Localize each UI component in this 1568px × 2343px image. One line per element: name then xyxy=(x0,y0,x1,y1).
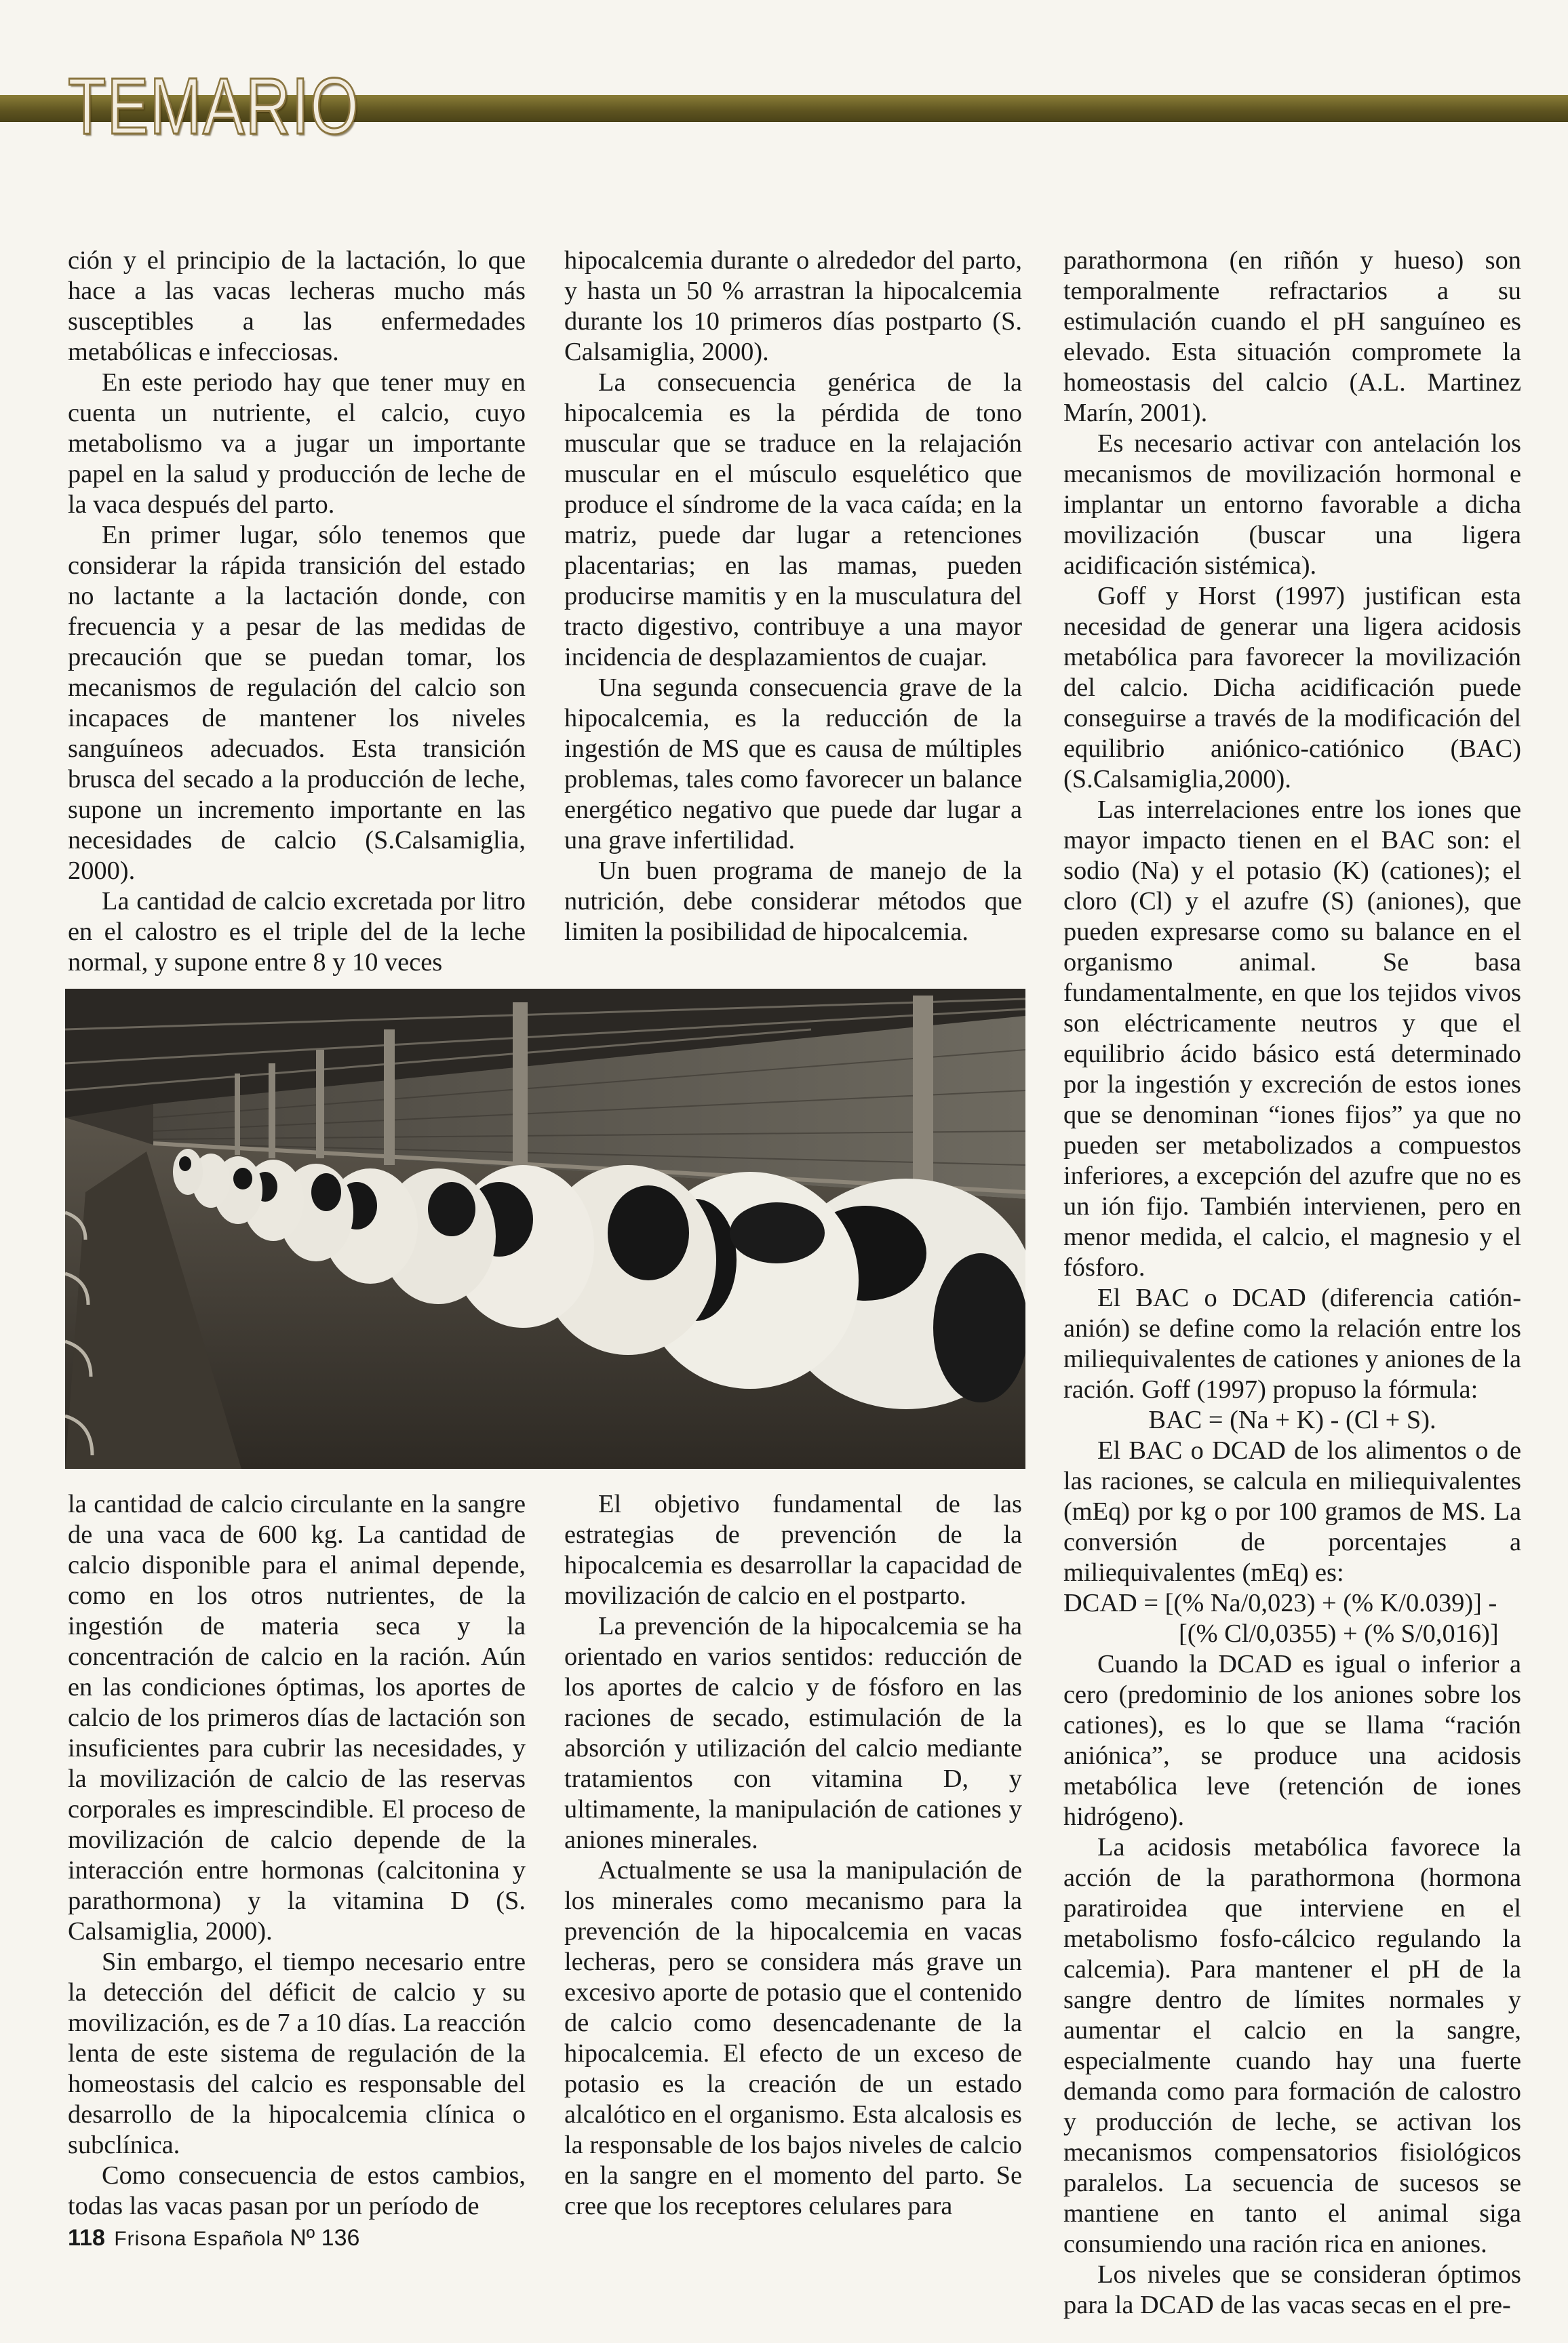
formula-dcad-line-2: [(% Cl/0,0355) + (% S/0,016)] xyxy=(1179,1619,1499,1648)
issue-prefix: Nº xyxy=(290,2225,315,2251)
paragraph: hipocalcemia durante o alrededor del parto, y hasta un 50 % arrastran la hipocalcemia durante los 10 primeros días postparto (S. Calsamiglia, 2000). xyxy=(564,246,1022,366)
paragraph: El objetivo fundamental de las estrategias de prevención de la hipocalcemia es desarrollar la capacidad de movilización de calcio en el postparto. xyxy=(564,1490,1022,1610)
magazine-name: Frisona Española xyxy=(114,2228,283,2250)
paragraph: Los niveles que se consideran óptimos para la DCAD de las vacas secas en el pre- xyxy=(1063,2260,1521,2319)
paragraph: Las interrelaciones entre los iones que mayor impacto tienen en el BAC son: el sodio (Na) y el potasio (K) (cationes); el cloro (Cl) y el azufre (S) (aniones), que pueden expresarse como su balance en el organismo animal. Se basa fundamentalmente, en que los tejidos vivos son eléctricamente neutros y que el equilibrio ácido básico está determinado por la ingestión y excreción de estos iones que se denominan “iones fijos” ya que no pueden ser metabolizados a compuestos inferiores, a excepción del azufre que no es un ión fijo. También intervienen, pero en menor medida, el calcio, el magnesio y el fósforo. xyxy=(1063,795,1521,1282)
paragraph: Como consecuencia de estos cambios, todas las vacas pasan por un período de xyxy=(68,2161,526,2220)
paragraph: Cuando la DCAD es igual o inferior a cero (predominio de los aniones sobre los cationes), es lo que se llama “ración aniónica”, se produce una acidosis metabólica leve (retención de iones hidrógeno). xyxy=(1063,1650,1521,1831)
paragraph: Sin embargo, el tiempo necesario entre la detección del déficit de calcio y su movilización, es de 7 a 10 días. La reacción lenta de este sistema de regulación de la homeostasis del calcio es responsable del desarrollo de la hipocalcemia clínica o subclínica. xyxy=(68,1948,526,2159)
issue-number: 136 xyxy=(321,2225,360,2251)
paragraph: Goff y Horst (1997) justifican esta necesidad de generar una ligera acidosis metabólica para favorecer la movilización del calcio. Dicha acidificación puede conseguirse a través de la modificación del equilibrio aniónico-catiónico (BAC) (S.Calsamiglia,2000). xyxy=(1063,582,1521,793)
paragraph: En este periodo hay que tener muy en cuenta un nutriente, el calcio, cuyo metabolismo va a jugar un importante papel en la salud y producción de leche de la vaca después del parto. xyxy=(68,368,526,519)
dairy-cow-barn-photo xyxy=(65,989,1025,1469)
page-number: 118 xyxy=(68,2225,105,2251)
column-3 xyxy=(1063,245,1521,2321)
paragraph: El BAC o DCAD (diferencia catión-anión) se define como la relación entre los miliequivalentes de cationes y aniones de la ración. Goff (1997) propuso la fórmula: xyxy=(1063,1284,1521,1404)
paragraph: parathormona (en riñón y hueso) son temporalmente refractarios a su estimulación cuando el pH sanguíneo es elevado. Esta situación compromete la homeostasis del calcio (A.L. Martinez Marín, 2001). xyxy=(1063,246,1521,427)
column-2-top xyxy=(564,245,1022,947)
column-1-top xyxy=(68,245,526,978)
paragraph: Actualmente se usa la manipulación de los minerales como mecanismo para la prevención de la hipocalcemia en vacas lecheras, pero se considera más grave un excesivo aporte de potasio que el contenido de calcio como desencadenante de la hipocalcemia. El efecto de un exceso de potasio es la creación de un estado alcalótico en el organismo. Esta alcalosis es la responsable de los bajos niveles de calcio en la sangre en el momento del parto. Se cree que los receptores celulares para xyxy=(564,1856,1022,2220)
paragraph: El BAC o DCAD de los alimentos o de las raciones, se calcula en miliequivalentes (mEq) por kg o por 100 gramos de MS. La conversión de porcentajes a miliequivalentes (mEq) es: xyxy=(1063,1436,1521,1587)
paragraph: Es necesario activar con antelación los mecanismos de movilización hormonal e implantar un entorno favorable a dicha movilización (buscar una ligera acidificación sistémica). xyxy=(1063,429,1521,580)
formula-bac: BAC = (Na + K) - (Cl + S). xyxy=(1148,1406,1436,1434)
paragraph: Un buen programa de manejo de la nutrición, debe considerar métodos que limiten la posibilidad de hipocalcemia. xyxy=(564,857,1022,946)
section-title: TEMARIO xyxy=(68,62,360,151)
paragraph: En primer lugar, sólo tenemos que considerar la rápida transición del estado no lactante a la lactación donde, con frecuencia y a pesar de las medidas de precaución que se puedan tomar, los mecanismos de regulación del calcio son incapaces de mantener los niveles sanguíneos adecuados. Esta transición brusca del secado a la producción de leche, supone un incremento importante en las necesidades de calcio (S.Calsamiglia, 2000). xyxy=(68,521,526,885)
barn-illustration xyxy=(65,989,1025,1469)
paragraph: La prevención de la hipocalcemia se ha orientado en varios sentidos: reducción de los aportes de calcio y de fósforo en las raciones de secado, estimulación de la absorción y utilización del calcio mediante tratamientos con vitamina D, y ultimamente, la manipulación de cationes y aniones minerales. xyxy=(564,1612,1022,1854)
page-footer xyxy=(68,2225,359,2251)
column-1-bottom xyxy=(68,1489,526,2222)
paragraph: ción y el principio de la lactación, lo que hace a las vacas lecheras mucho más susceptibles a las enfermedades metabólicas e infecciosas. xyxy=(68,246,526,366)
column-2-bottom xyxy=(564,1489,1022,2222)
formula-dcad-line-1: DCAD = [(% Na/0,023) + (% K/0.039)] - xyxy=(1063,1589,1497,1617)
paragraph: la cantidad de calcio circulante en la sangre de una vaca de 600 kg. La cantidad de calcio disponible para el animal depende, como en los otros nutrientes, de la ingestión de materia seca y la concentración de calcio en la ración. Aún en las condiciones óptimas, los aportes de calcio de los primeros días de lactación son insuficientes para cubrir las necesidades, y la movilización de calcio de las reservas corporales es imprescindible. El proceso de movilización de calcio depende de la interacción entre hormonas (calcitonina y parathormona) y la vitamina D (S. Calsamiglia, 2000). xyxy=(68,1490,526,1946)
paragraph: Una segunda consecuencia grave de la hipocalcemia, es la reducción de la ingestión de MS que es causa de múltiples problemas, tales como favorecer un balance energético negativo que puede dar lugar a una grave infertilidad. xyxy=(564,673,1022,854)
paragraph: La cantidad de calcio excretada por litro en el calostro es el triple del de la leche normal, y supone entre 8 y 10 veces xyxy=(68,887,526,977)
paragraph: La acidosis metabólica favorece la acción de la parathormona (hormona paratiroidea que interviene en el metabolismo fosfo-cálcico regulando la calcemia). Para mantener el pH de la sangre dentro de límites normales y aumentar el calcio en la sangre, especialmente cuando hay una fuerte demanda como para formación de calostro y producción de leche, se activan los mecanismos compensatorios fisiológicos paralelos. La secuencia de sucesos se mantiene en tanto el animal siga consumiendo una ración rica en aniones. xyxy=(1063,1833,1521,2258)
paragraph: La consecuencia genérica de la hipocalcemia es la pérdida de tono muscular que se traduce en la relajación muscular en el músculo esquelético que produce el síndrome de la vaca caída; en la matriz, puede dar lugar a retenciones placentarias; en las mamas, pueden producirse mamitis y en la musculatura del tracto digestivo, contribuye a una mayor incidencia de desplazamientos de cuajar. xyxy=(564,368,1022,671)
